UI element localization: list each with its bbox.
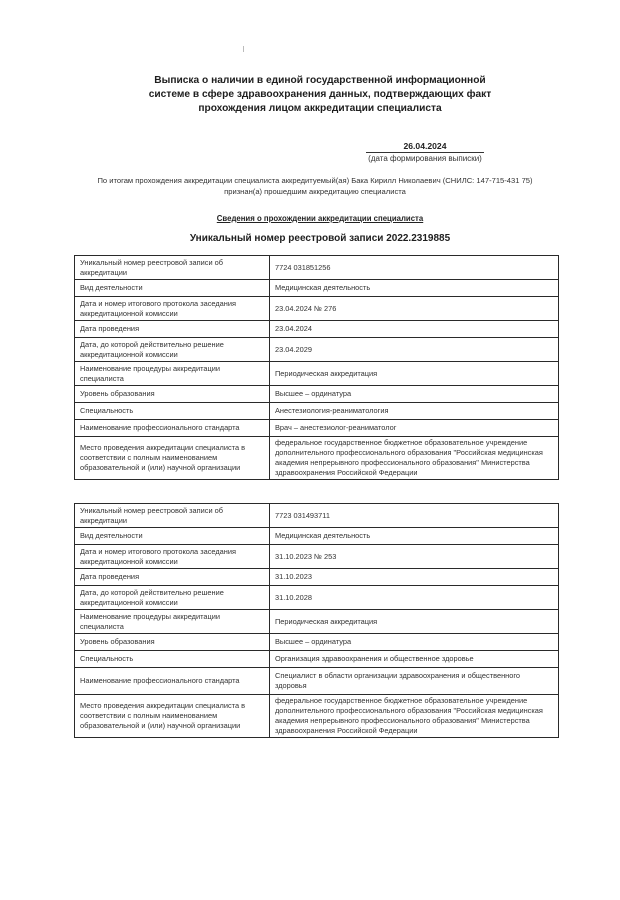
row-value: Периодическая аккредитация xyxy=(270,610,559,634)
table-row xyxy=(75,403,559,420)
intro-paragraph xyxy=(70,175,560,197)
row-label: Наименование профессионального стандарта xyxy=(75,668,270,695)
table-row xyxy=(75,386,559,403)
table-row xyxy=(75,634,559,651)
row-label: Дата проведения xyxy=(75,569,270,586)
row-value: 23.04.2024 № 276 xyxy=(270,297,559,321)
table-row xyxy=(75,437,559,480)
row-label: Дата проведения xyxy=(75,321,270,338)
row-label: Наименование процедуры аккредитации специалиста xyxy=(75,362,270,386)
table-row xyxy=(75,668,559,695)
table-row xyxy=(75,569,559,586)
table-row xyxy=(75,256,559,280)
title-line: прохождения лицом аккредитации специалиста xyxy=(198,103,442,114)
row-value: 31.10.2028 xyxy=(270,586,559,610)
title-line: системе в сфере здравоохранения данных, подтверждающих факт xyxy=(148,89,492,100)
row-label: Уникальный номер реестровой записи об аккредитации xyxy=(75,504,270,528)
table-row xyxy=(75,338,559,362)
row-value: 31.10.2023 xyxy=(270,569,559,586)
intro-line: По итогам прохождения аккредитации специалиста аккредитуемый(ая) Бака Кирилл Николаевич (СНИЛС: 147-715-431 75) xyxy=(97,176,533,185)
table-row xyxy=(75,297,559,321)
row-label: Место проведения аккредитации специалиста в соответствии с полным наименованием образовательной и (или) научной организации xyxy=(75,695,270,738)
row-value: Медицинская деятельность xyxy=(270,280,559,297)
row-value: Специалист в области организации здравоохранения и общественного здоровья xyxy=(270,668,559,695)
issue-date-caption: (дата формирования выписки) xyxy=(368,154,482,163)
row-label: Вид деятельности xyxy=(75,280,270,297)
table-row xyxy=(75,280,559,297)
table-row xyxy=(75,586,559,610)
row-label: Дата, до которой действительно решение аккредитационной комиссии xyxy=(75,338,270,362)
table-row xyxy=(75,362,559,386)
row-value: Врач – анестезиолог-реаниматолог xyxy=(270,420,559,437)
row-label: Наименование процедуры аккредитации специалиста xyxy=(75,610,270,634)
row-value: Медицинская деятельность xyxy=(270,528,559,545)
table-row xyxy=(75,321,559,338)
document-title xyxy=(140,74,500,116)
table-row xyxy=(75,545,559,569)
issue-date-block xyxy=(366,141,484,164)
row-value: 23.04.2024 xyxy=(270,321,559,338)
table-row xyxy=(75,504,559,528)
intro-line: признан(а) прошедшим аккредитацию специалиста xyxy=(224,187,406,196)
row-label: Дата и номер итогового протокола заседания аккредитационной комиссии xyxy=(75,545,270,569)
row-label: Уникальный номер реестровой записи об аккредитации xyxy=(75,256,270,280)
row-value: Организация здравоохранения и общественное здоровье xyxy=(270,651,559,668)
row-value: 7724 031851256 xyxy=(270,256,559,280)
row-label: Место проведения аккредитации специалиста в соответствии с полным наименованием образовательной и (или) научной организации xyxy=(75,437,270,480)
table-row xyxy=(75,651,559,668)
section-heading: Сведения о прохождении аккредитации специалиста xyxy=(216,214,424,223)
row-value: 23.04.2029 xyxy=(270,338,559,362)
row-value: федеральное государственное бюджетное образовательное учреждение дополнительного профессионального образования "Российская медицинская академия непрерывного профессионального образования" Министерства здравоохранения Российской Федерации xyxy=(270,437,559,480)
table-row xyxy=(75,420,559,437)
title-line: Выписка о наличии в единой государственной информационной xyxy=(154,75,486,86)
table-row xyxy=(75,528,559,545)
row-label: Уровень образования xyxy=(75,634,270,651)
issue-date: 26.04.2024 xyxy=(366,141,484,153)
row-value: 31.10.2023 № 253 xyxy=(270,545,559,569)
row-label: Специальность xyxy=(75,403,270,420)
row-value: федеральное государственное бюджетное образовательное учреждение дополнительного профессионального образования "Российская медицинская академия непрерывного профессионального образования" Министерства здравоохранения Российской Федерации xyxy=(270,695,559,738)
row-label: Дата и номер итогового протокола заседания аккредитационной комиссии xyxy=(75,297,270,321)
row-value: Высшее – ординатура xyxy=(270,386,559,403)
row-label: Специальность xyxy=(75,651,270,668)
row-value: Высшее – ординатура xyxy=(270,634,559,651)
row-value: 7723 031493711 xyxy=(270,504,559,528)
scan-mark xyxy=(243,46,244,52)
accreditation-table-1 xyxy=(74,255,559,480)
registry-number-heading: Уникальный номер реестровой записи 2022.2319885 xyxy=(189,233,451,244)
row-label: Вид деятельности xyxy=(75,528,270,545)
row-label: Уровень образования xyxy=(75,386,270,403)
row-label: Наименование профессионального стандарта xyxy=(75,420,270,437)
row-value: Периодическая аккредитация xyxy=(270,362,559,386)
row-label: Дата, до которой действительно решение аккредитационной комиссии xyxy=(75,586,270,610)
row-value: Анестезиология-реаниматология xyxy=(270,403,559,420)
accreditation-table-2 xyxy=(74,503,559,738)
table-row xyxy=(75,695,559,738)
table-row xyxy=(75,610,559,634)
